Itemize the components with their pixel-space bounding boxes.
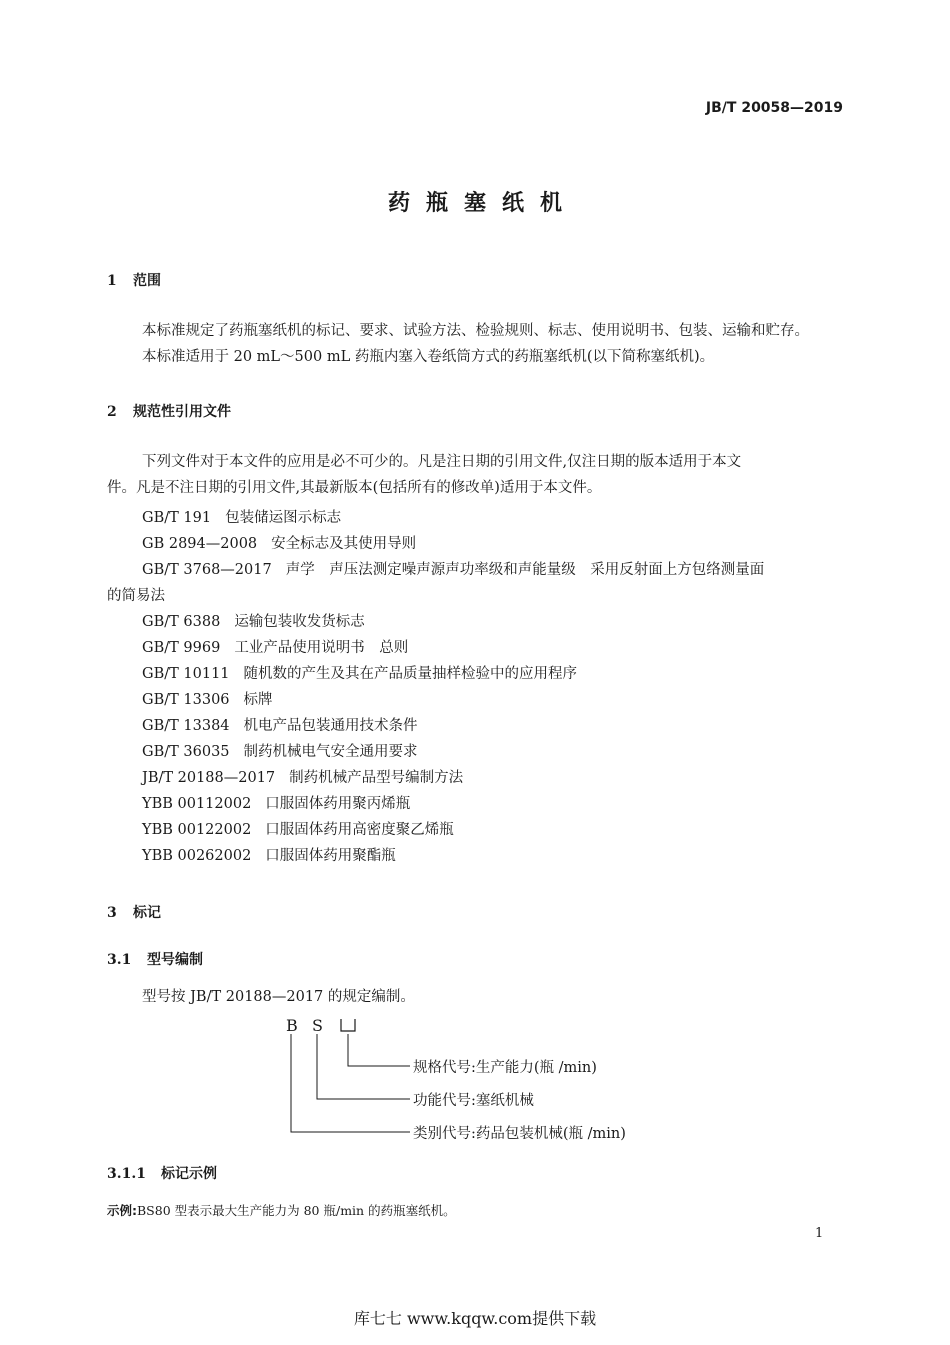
subsection-number: 3.1 [107,952,132,968]
reference-title: 随机数的产生及其在产品质量抽样检验中的应用程序 [243,666,578,682]
reference-title: 制药机械电气安全通用要求 [243,744,418,760]
reference-item [142,636,408,657]
spec-code-label: 规格代号:生产能力(瓶 /min) [413,1060,597,1076]
reference-title: 标牌 [243,692,273,708]
reference-item [142,662,577,683]
reference-item [142,688,273,709]
reference-code: YBB 00122002 [142,822,252,838]
class-leader-line [291,1034,410,1132]
references-intro-line-2: 件。凡是不注日期的引用文件,其最新版本(包括所有的修改单)适用于本文件。 [107,480,602,496]
reference-item [142,740,418,761]
subsection-3-1-1-heading [107,1163,217,1183]
model-rule-text: 型号按 JB/T 20188—2017 的规定编制。 [142,989,415,1005]
reference-code: GB/T 9969 [142,640,221,656]
section-number: 1 [107,273,117,289]
scope-paragraph-1: 本标准规定了药瓶塞纸机的标记、要求、试验方法、检验规则、标志、使用说明书、包装、运输和贮存。 [142,323,809,339]
reference-code: GB/T 10111 [142,666,230,682]
diagram-letter-s: S [312,1016,323,1035]
function-code-label: 功能代号:塞纸机械 [413,1093,534,1109]
subsection-title: 标记示例 [161,1166,217,1182]
document-title: 药瓶塞纸机 [387,191,578,216]
reference-item [142,532,416,553]
reference-title: 口服固体药用聚丙烯瓶 [265,796,411,812]
reference-item [142,844,396,865]
page-number: 1 [815,1226,824,1241]
scope-paragraph-2: 本标准适用于 20 mL～500 mL 药瓶内塞入卷纸筒方式的药瓶塞纸机(以下简称塞纸机)。 [142,349,715,365]
diagram-letter-b: B [286,1016,298,1035]
reference-title: 运输包装收发货标志 [234,614,365,630]
reference-code: GB/T 191 [142,510,212,526]
spec-placeholder-box [341,1019,355,1031]
reference-code: GB/T 6388 [142,614,221,630]
reference-title: 安全标志及其使用导则 [271,536,417,552]
reference-code: YBB 00112002 [142,796,252,812]
download-footer: 库七七 www.kqqw.com提供下载 [353,1309,597,1328]
standard-number: JB/T 20058—2019 [705,100,843,116]
reference-item [142,818,454,839]
reference-code: GB/T 13306 [142,692,230,708]
subsection-3-1-heading [107,949,203,969]
reference-item [142,610,365,631]
reference-title: 口服固体药用高密度聚乙烯瓶 [265,822,454,838]
section-number: 2 [107,404,117,420]
reference-title: 口服固体药用聚酯瓶 [265,848,396,864]
reference-code: GB/T 3768—2017 [142,562,272,578]
section-title: 标记 [133,905,161,921]
example-label: 示例: [107,1203,137,1218]
reference-code: GB/T 13384 [142,718,230,734]
reference-code: GB/T 36035 [142,744,230,760]
marking-example [107,1201,456,1219]
reference-item [142,766,463,787]
reference-code: GB 2894—2008 [142,536,258,552]
subsection-number: 3.1.1 [107,1166,146,1182]
reference-item [142,792,410,813]
class-code-label: 类别代号:药品包装机械(瓶 /min) [413,1126,626,1142]
section-title: 范围 [133,273,161,289]
reference-title: 机电产品包装通用技术条件 [243,718,418,734]
reference-item [142,714,418,735]
subsection-title: 型号编制 [147,952,203,968]
reference-code: YBB 00262002 [142,848,252,864]
reference-title: 工业产品使用说明书 总则 [234,640,409,656]
spec-leader-line [348,1034,410,1066]
references-intro-line-1: 下列文件对于本文件的应用是必不可少的。凡是注日期的引用文件,仅注日期的版本适用于本文 [142,454,742,470]
reference-title: 制药机械产品型号编制方法 [289,770,464,786]
reference-code: JB/T 20188—2017 [142,770,276,786]
section-3-heading [107,902,161,922]
reference-title: 声学 声压法测定噪声源声功率级和声能量级 采用反射面上方包络测量面 [285,562,765,578]
section-2-heading [107,401,231,421]
reference-item [142,558,764,579]
section-1-heading [107,270,161,290]
reference-item [142,506,341,527]
section-number: 3 [107,905,117,921]
reference-title: 包装储运图示标志 [225,510,342,526]
example-text: BS80 型表示最大生产能力为 80 瓶/min 的药瓶塞纸机。 [137,1203,456,1218]
section-title: 规范性引用文件 [133,404,231,420]
reference-title-continued: 的简易法 [107,588,165,604]
